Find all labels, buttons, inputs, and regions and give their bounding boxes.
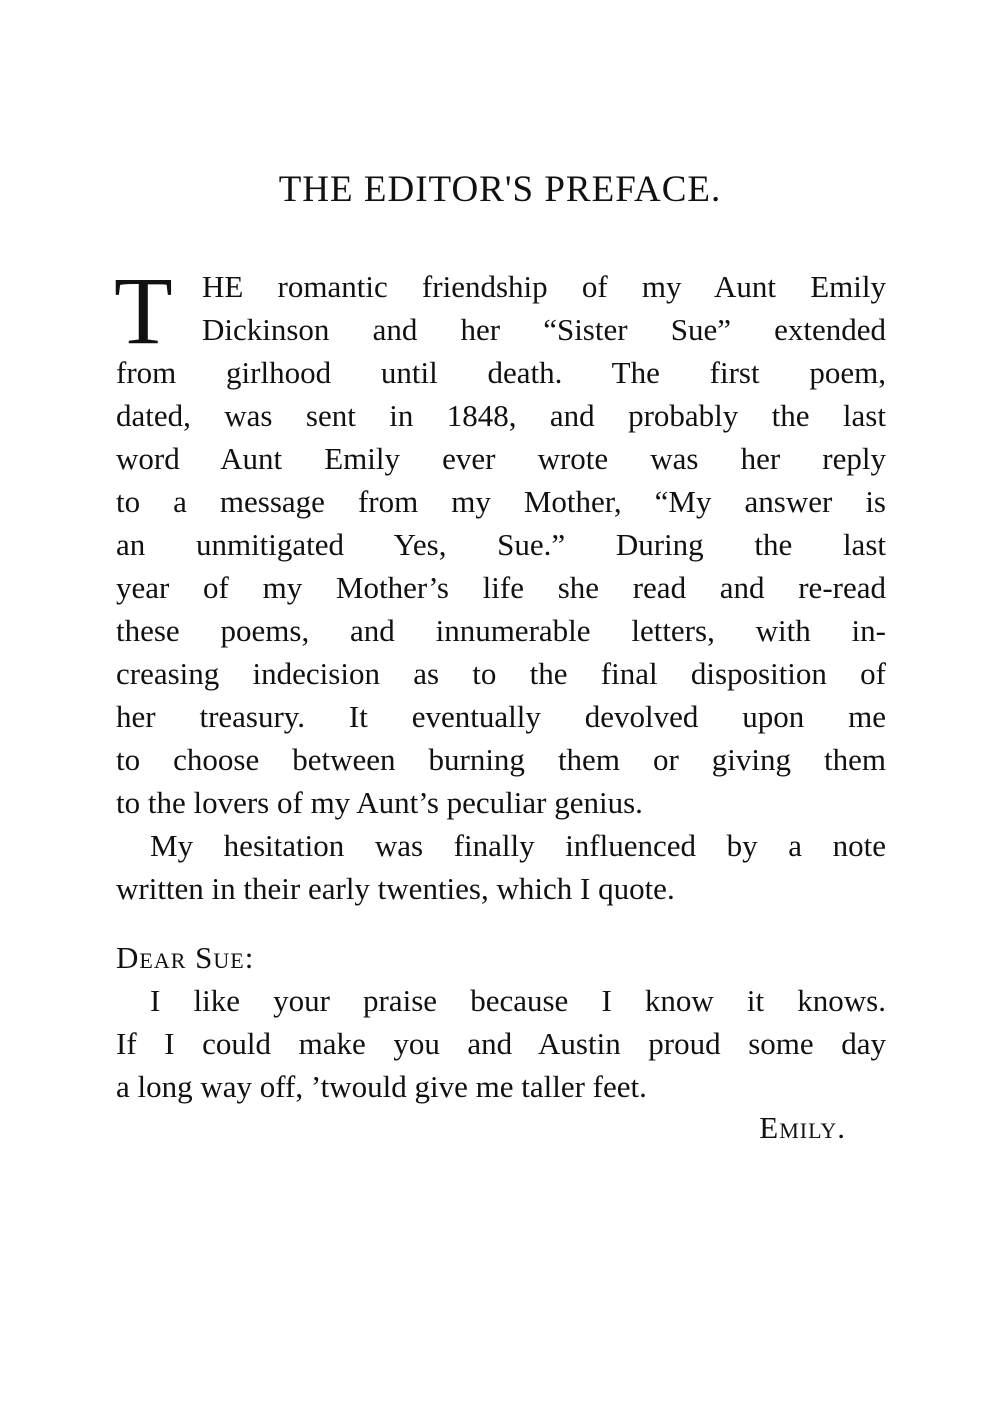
- page-title: THE EDITOR'S PREFACE.: [278, 169, 722, 210]
- paragraph-line: word Aunt Emily ever wrote was her reply: [116, 441, 886, 476]
- paragraph-line: year of my Mother’s life she read and re-read: [116, 570, 886, 605]
- letter-salutation: Dear Sue:: [116, 940, 255, 975]
- paragraph-line: from girlhood until death. The first poem,: [116, 355, 886, 390]
- paragraph-line: written in their early twenties, which I quote.: [116, 871, 675, 906]
- paragraph-line: to the lovers of my Aunt’s peculiar genius.: [116, 785, 643, 820]
- drop-cap: T: [114, 257, 173, 364]
- paragraph-line: to a message from my Mother, “My answer is: [116, 484, 886, 519]
- paragraph-line: HE romantic friendship of my Aunt Emily: [202, 269, 886, 304]
- letter-signature: Emily.: [759, 1110, 846, 1145]
- paragraph-line: dated, was sent in 1848, and probably the last: [116, 398, 886, 433]
- letter-line: If I could make you and Austin proud some day: [116, 1026, 886, 1061]
- letter-line: I like your praise because I know it knows.: [150, 983, 886, 1018]
- letter-line: a long way off, ’twould give me taller feet.: [116, 1069, 647, 1104]
- paragraph-line: Dickinson and her “Sister Sue” extended: [202, 312, 886, 347]
- paragraph-line: My hesitation was finally influenced by a note: [150, 828, 886, 863]
- paragraph-line: creasing indecision as to the final disposition of: [116, 656, 886, 691]
- paragraph-line: to choose between burning them or giving them: [116, 742, 886, 777]
- paragraph-line: her treasury. It eventually devolved upon me: [116, 699, 886, 734]
- paragraph-line: an unmitigated Yes, Sue.” During the last: [116, 527, 886, 562]
- paragraph-line: these poems, and innumerable letters, with in-: [116, 613, 886, 648]
